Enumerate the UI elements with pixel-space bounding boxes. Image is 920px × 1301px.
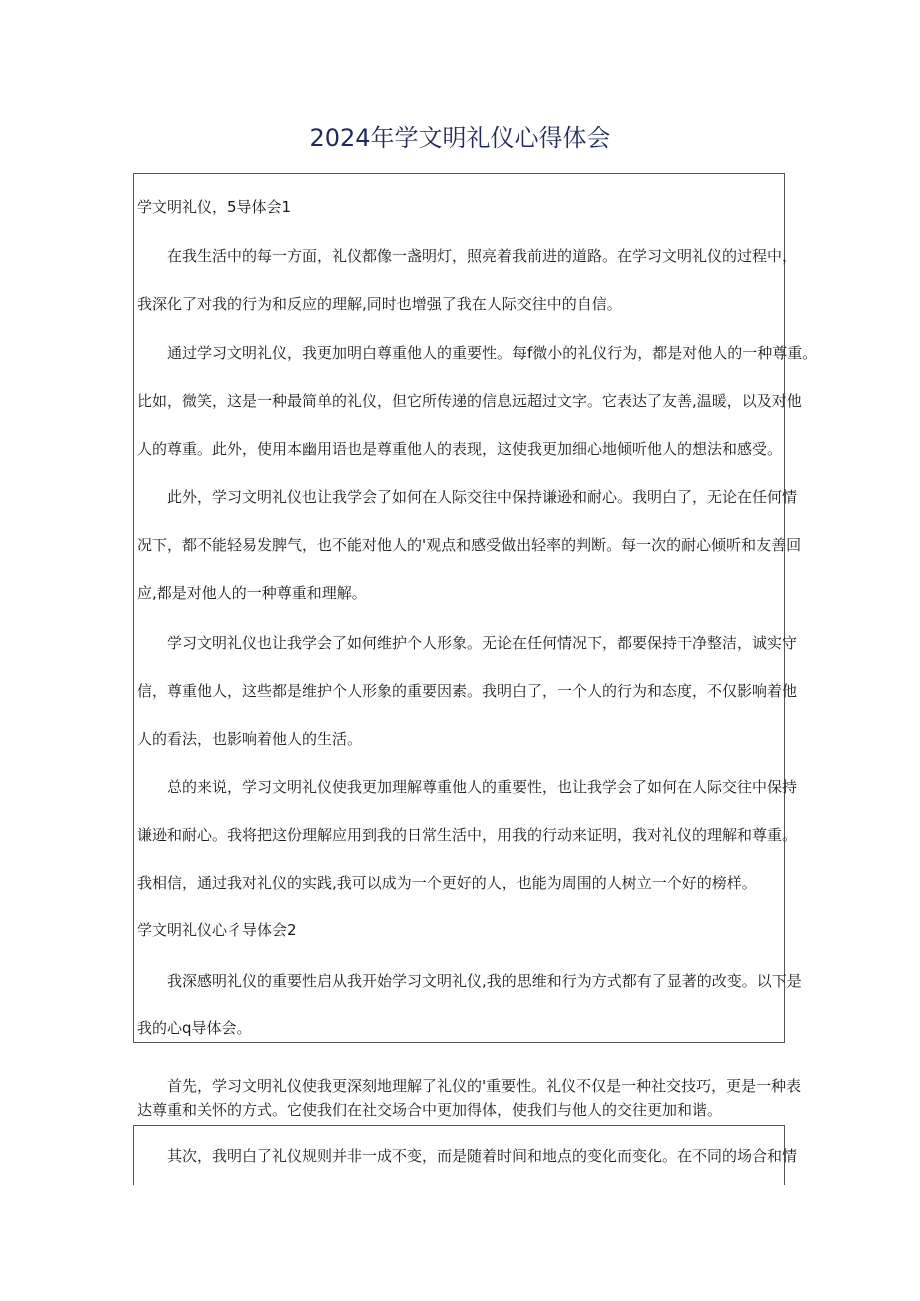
paragraph-line: 人的尊重。此外，使用本幽用语也是尊重他人的表现，这使我更加细心地倾听他人的想法和感受。 [137,440,783,458]
paragraph-line: 此外，学习文明礼仪也让我学会了如何在人际交往中保持谦逊和耐心。我明白了，无论在任何情 [167,488,798,506]
paragraph-line: 学习文明礼仪也让我学会了如何维护个人形象。无论在任何情况下，都要保持干净整洁，诚实守 [167,634,798,652]
paragraph-line: 信，尊重他人，这些都是维护个人形象的重要因素。我明白了，一个人的行为和态度，不仅影响着他 [137,682,798,700]
paragraph-line: 谦逊和耐心。我将把这份理解应用到我的日常生活中，用我的行动来证明，我对礼仪的理解和尊重。 [137,826,798,844]
paragraph-line: 首先，学习文明礼仪使我更深刻地理解了礼仪的'重要性。礼仪不仅是一种社交技巧，更是一种表 [167,1077,802,1095]
paragraph-line: 总的来说，学习文明礼仪使我更加理解尊重他人的重要性，也让我学会了如何在人际交往中保持 [167,778,798,796]
paragraph-line: 我的心q导体会。 [137,1019,252,1037]
paragraph-line: 况下，都不能轻易发脾气，也不能对他人的'观点和感受做出轻率的判断。每一次的耐心倾听和友善回 [137,536,802,554]
paragraph-line: 达尊重和关怀的方式。它使我们在社交场合中更加得体，使我们与他人的交往更加和谐。 [137,1101,723,1119]
section-heading-1: 学文明礼仪，5导体会1 [137,198,292,216]
paragraph-line: 我相信，通过我对礼仪的实践,我可以成为一个更好的人，也能为周围的人树立一个好的榜样。 [137,874,757,892]
paragraph-line: 在我生活中的每一方面，礼仪都像一盏明灯，照亮着我前进的道路。在学习文明礼仪的过程中， [167,247,798,265]
document-title: 2024年学文明礼仪心得体会 [309,124,611,152]
section-heading-2: 学文明礼仪心彳导体会2 [137,921,297,939]
paragraph-line: 我深化了对我的行为和反应的理解,同时也增强了我在人际交往中的自信。 [137,295,622,313]
paragraph-line: 其次，我明白了礼仪规则并非一成不变，而是随着时间和地点的变化而变化。在不同的场合和情 [167,1147,798,1165]
paragraph-line: 通过学习文明礼仪，我更加明白尊重他人的重要性。每f微小的礼仪行为，都是对他人的一种尊重。 [167,344,818,362]
paragraph-line: 人的看法，也影响着他人的生活。 [137,730,363,748]
paragraph-line: 应,都是对他人的一种尊重和理解。 [137,584,367,602]
paragraph-line: 我深感明礼仪的重要性启从我开始学习文明礼仪,我的思维和行为方式都有了显著的改变。以下是 [167,972,802,990]
paragraph-line: 比如，微笑，这是一种最简单的礼仪，但它所传递的信息远超过文字。它表达了友善,温暖，以及对他 [137,392,802,410]
